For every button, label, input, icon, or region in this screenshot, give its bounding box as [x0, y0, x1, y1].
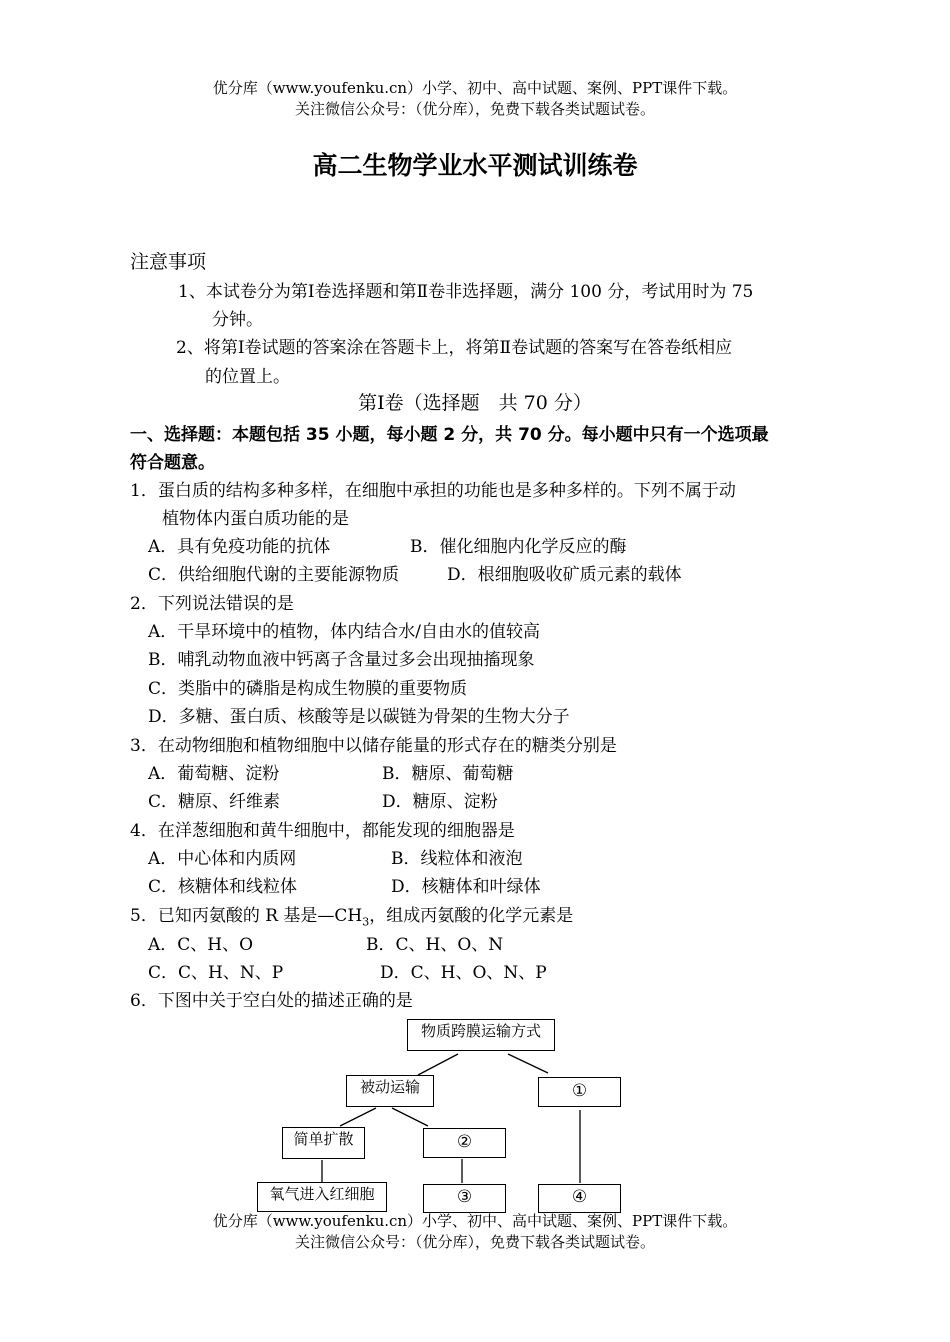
- q2-option-b: B．哺乳动物血液中钙离子含量过多会出现抽搐现象: [148, 650, 535, 670]
- diagram-passive-transport-box: 被动运输: [346, 1075, 434, 1107]
- q1-stem-cont: 植物体内蛋白质功能的是: [162, 509, 349, 529]
- q4-option-c: C．核糖体和线粒体: [148, 877, 298, 897]
- notice-heading: 注意事项: [130, 251, 207, 273]
- diagram-blank-2-box: ②: [423, 1128, 506, 1158]
- diagram-blank-4-box: ④: [538, 1184, 621, 1213]
- q1-stem: 1．蛋白质的结构多种多样，在细胞中承担的功能也是多种多样的。下列不属于动: [130, 481, 736, 501]
- diagram-oxygen-box: 氧气进入红细胞: [257, 1182, 387, 1212]
- diagram-blank-3-box: ③: [423, 1184, 506, 1213]
- part1-title: 第Ⅰ卷（选择题 共 70 分）: [358, 392, 592, 414]
- q4-stem: 4．在洋葱细胞和黄牛细胞中，都能发现的细胞器是: [130, 821, 515, 841]
- q1-option-d: D．根细胞吸收矿质元素的载体: [447, 565, 682, 585]
- q5-option-b: B．C、H、O、N: [366, 935, 504, 955]
- q5-stem-post: ，组成丙氨酸的化学元素是: [369, 906, 574, 926]
- q5-option-c: C．C、H、N、P: [148, 963, 284, 983]
- q6-stem: 6．下图中关于空白处的描述正确的是: [130, 991, 413, 1011]
- footer-line-2: 关注微信公众号：（优分库），免费下载各类试题试卷。: [294, 1233, 655, 1251]
- q3-option-a: A．葡萄糖、淀粉: [148, 764, 280, 784]
- q3-option-d: D．糖原、淀粉: [382, 792, 498, 812]
- page-title: 高二生物学业水平测试训练卷: [312, 151, 638, 180]
- q5-stem-subscript: 3: [362, 915, 370, 929]
- q2-option-d: D．多糖、蛋白质、核酸等是以碳链为骨架的生物大分子: [148, 707, 570, 727]
- notice-item-1-cont: 分钟。: [212, 310, 263, 330]
- header-line-1: 优分库（www.youfenku.cn）小学、初中、高中试题、案例、PPT课件下载。: [212, 79, 738, 97]
- q3-option-b: B．糖原、葡萄糖: [382, 764, 514, 784]
- q3-option-c: C．糖原、纤维素: [148, 792, 281, 812]
- diagram-blank-1-box: ①: [538, 1077, 621, 1107]
- q1-option-a: A．具有免疫功能的抗体: [148, 537, 331, 557]
- q2-option-a: A．干旱环境中的植物，体内结合水/自由水的值较高: [148, 622, 541, 642]
- q4-option-b: B．线粒体和液泡: [391, 849, 523, 869]
- section1-line2: 符合题意。: [130, 453, 215, 473]
- header-line-2: 关注微信公众号：（优分库），免费下载各类试题试卷。: [294, 100, 655, 118]
- q4-option-d: D．核糖体和叶绿体: [391, 877, 541, 897]
- q5-stem-pre: 5．已知丙氨酸的 R 基是—CH: [130, 906, 363, 926]
- notice-item-2: 2、将第Ⅰ卷试题的答案涂在答题卡上，将第Ⅱ卷试题的答案写在答卷纸相应: [176, 338, 733, 358]
- diagram-simple-diffusion-box: 简单扩散: [282, 1127, 365, 1159]
- notice-item-1: 1、本试卷分为第Ⅰ卷选择题和第Ⅱ卷非选择题，满分 100 分，考试用时为 75: [178, 282, 754, 302]
- q2-stem: 2．下列说法错误的是: [130, 594, 294, 614]
- q1-option-b: B．催化细胞内化学反应的酶: [410, 537, 627, 557]
- diagram-root-box: 物质跨膜运输方式: [407, 1019, 555, 1051]
- q5-option-d: D．C、H、O、N、P: [380, 963, 547, 983]
- q3-stem: 3．在动物细胞和植物细胞中以储存能量的形式存在的糖类分别是: [130, 736, 617, 756]
- q4-option-a: A．中心体和内质网: [148, 849, 297, 869]
- section1-line1: 一、选择题：本题包括 35 小题，每小题 2 分，共 70 分。每小题中只有一个选项最: [130, 425, 769, 445]
- q2-option-c: C．类脂中的磷脂是构成生物膜的重要物质: [148, 679, 468, 699]
- notice-item-2-cont: 的位置上。: [205, 367, 290, 387]
- footer-line-1: 优分库（www.youfenku.cn）小学、初中、高中试题、案例、PPT课件下载。: [212, 1212, 738, 1230]
- q5-option-a: A．C、H、O: [148, 935, 254, 955]
- q1-option-c: C．供给细胞代谢的主要能源物质: [148, 565, 400, 585]
